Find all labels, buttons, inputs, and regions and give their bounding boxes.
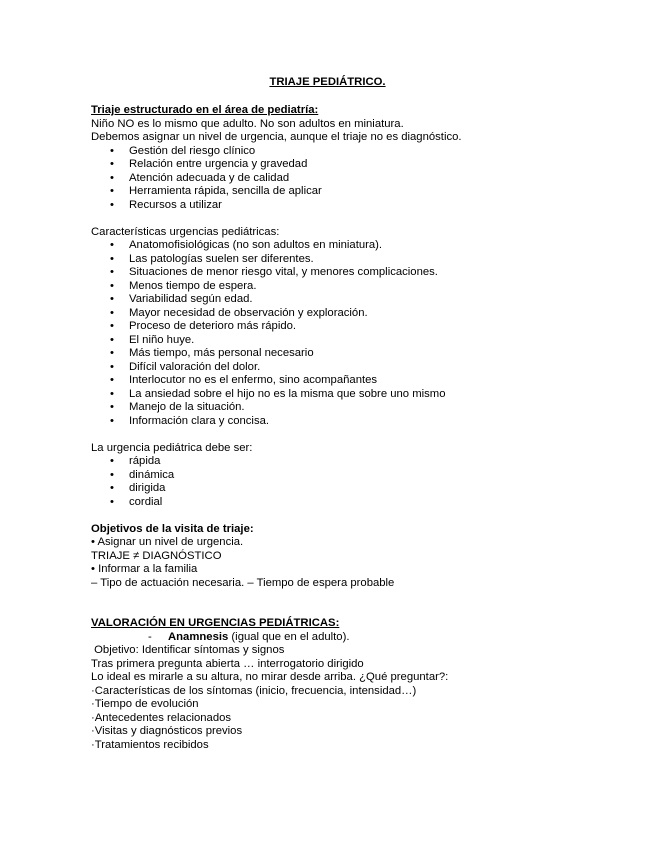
list-item: • Gestión del riesgo clínico [110, 144, 256, 157]
section-heading-objetivos: Objetivos de la visita de triaje: [91, 522, 254, 535]
list-item: • Manejo de la situación. [110, 401, 245, 413]
list-item: • Relación entre urgencia y gravedad [110, 158, 308, 170]
document-body [91, 104, 621, 752]
paragraph-line: Lo ideal es mirarle a su altura, no mirar desde arriba. ¿Qué preguntar?: [91, 671, 449, 683]
list-item: • Atención adecuada y de calidad [110, 171, 290, 184]
paragraph-line: ·Características de los síntomas (inicio, frecuencia, intensidad…) [91, 684, 417, 697]
list-item: • Interlocutor no es el enfermo, sino acompañantes [110, 374, 378, 386]
section-intro-urgencia: La urgencia pediátrica debe ser: [91, 441, 253, 454]
document-title: TRIAJE PEDIÁTRICO. [269, 76, 386, 88]
paragraph-line: Tras primera pregunta abierta … interrogatorio dirigido [91, 657, 364, 670]
list-item: • Herramienta rápida, sencilla de aplicar [110, 185, 322, 197]
paragraph-line: TRIAJE ≠ DIAGNÓSTICO [91, 549, 222, 562]
list-item: • Menos tiempo de espera. [110, 279, 257, 292]
list-item: • El niño huye. [110, 333, 195, 346]
list-item: • Proceso de deterioro más rápido. [110, 320, 297, 332]
paragraph-line: Debemos asignar un nivel de urgencia, aunque el triaje no es diagnóstico. [91, 131, 462, 143]
list-item: • dinámica [110, 468, 175, 481]
paragraph-line: ·Tratamientos recibidos [91, 738, 209, 751]
paragraph-line: ·Visitas y diagnósticos previos [91, 725, 243, 737]
paragraph-line: Niño NO es lo mismo que adulto. No son adultos en miniatura. [91, 117, 404, 130]
list-item: • Información clara y concisa. [110, 414, 270, 427]
paragraph-line: ·Antecedentes relacionados [91, 711, 232, 724]
paragraph-line: ·Tiempo de evolución [91, 698, 199, 710]
section-heading-valoracion: VALORACIÓN EN URGENCIAS PEDIÁTRICAS: [91, 617, 340, 629]
paragraph-line: Objetivo: Identificar síntomas y signos [91, 644, 285, 656]
list-item: • Difícil valoración del dolor. [110, 360, 261, 373]
paragraph-line: • Informar a la familia [91, 563, 198, 575]
list-item: • Más tiempo, más personal necesario [110, 347, 314, 359]
list-item: • rápida [110, 455, 161, 467]
paragraph-line: • Asignar un nivel de urgencia. [91, 536, 244, 548]
section-heading-triaje-estructurado: Triaje estructurado en el área de pediatría: [91, 104, 319, 116]
list-item: • cordial [110, 495, 163, 508]
bullet-list-caracteristicas [91, 239, 621, 428]
bullet-list-triaje [91, 145, 621, 213]
list-item: • Mayor necesidad de observación y exploración. [110, 306, 368, 319]
list-item: • Las patologías suelen ser diferentes. [110, 252, 314, 265]
list-item: • La ansiedad sobre el hijo no es la misma que sobre uno mismo [110, 387, 446, 400]
anamnesis-line: - Anamnesis (igual que en el adulto). [148, 630, 350, 643]
list-item: • Situaciones de menor riesgo vital, y menores complicaciones. [110, 266, 438, 278]
list-item: • Anatomofisiológicas (no son adultos en miniatura). [110, 239, 383, 251]
list-item: • Recursos a utilizar [110, 198, 222, 211]
list-item: • dirigida [110, 482, 166, 494]
section-intro-caracteristicas: Características urgencias pediátricas: [91, 225, 280, 238]
paragraph-line: – Tipo de actuación necesaria. – Tiempo de espera probable [91, 576, 395, 589]
list-item: • Variabilidad según edad. [110, 293, 253, 305]
bullet-list-urgencia [91, 455, 621, 509]
